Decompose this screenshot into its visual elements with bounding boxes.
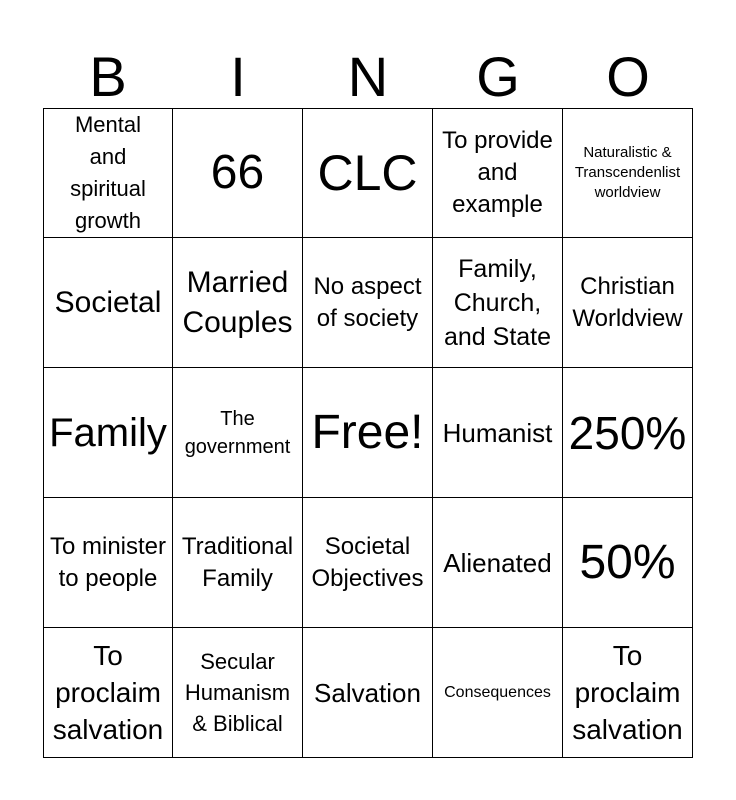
cell-text: No aspect of society (313, 272, 422, 332)
cell-text: To minister to people (49, 532, 167, 592)
cell-text: Traditional Family (181, 532, 294, 592)
header-letter-n: N (347, 45, 389, 108)
cell-text: 66 (210, 146, 265, 199)
header-letter-o: O (606, 45, 650, 108)
bingo-cell[interactable] (303, 368, 433, 498)
bingo-header (43, 42, 693, 108)
cell-text: To proclaim salvation (52, 640, 164, 745)
bingo-cell[interactable] (303, 628, 433, 758)
bingo-cell[interactable] (433, 108, 563, 238)
cell-text: The government (184, 407, 291, 458)
cell-text: Family (49, 410, 167, 455)
bingo-board (43, 108, 693, 758)
bingo-cell[interactable] (43, 238, 173, 368)
bingo-cell[interactable] (43, 498, 173, 628)
header-letter-b: B (89, 45, 127, 108)
cell-text: CLC (317, 145, 418, 201)
bingo-cell[interactable] (43, 628, 173, 758)
bingo-cell[interactable] (563, 108, 693, 238)
cell-text: Mental and spiritual growth (70, 112, 146, 233)
cell-text: Consequences (444, 683, 551, 701)
cell-text: Family, Church, and State (443, 254, 552, 351)
bingo-cell[interactable] (433, 238, 563, 368)
cell-text: Alienated (443, 547, 552, 578)
bingo-cell[interactable] (563, 628, 693, 758)
bingo-cell[interactable] (173, 628, 303, 758)
cell-text: Married Couples (182, 265, 293, 339)
header-letter-g: G (476, 45, 520, 108)
bingo-cell[interactable] (173, 238, 303, 368)
cell-text: Salvation (314, 677, 421, 708)
cell-text: To proclaim salvation (572, 640, 683, 745)
bingo-cell[interactable] (173, 108, 303, 238)
cell-text: Societal Objectives (311, 532, 424, 592)
cell-text: Naturalistic & Transcendenlist worldview (574, 144, 681, 201)
bingo-cell[interactable] (563, 368, 693, 498)
bingo-cell[interactable] (173, 498, 303, 628)
cell-text: Christian Worldview (572, 272, 683, 332)
bingo-cell[interactable] (433, 628, 563, 758)
cell-text: 50% (579, 535, 676, 589)
cell-text: Humanist (442, 417, 553, 448)
bingo-cell[interactable] (43, 368, 173, 498)
cell-text: Free! (311, 405, 424, 459)
bingo-cell[interactable] (173, 368, 303, 498)
bingo-cell[interactable] (433, 498, 563, 628)
bingo-cell[interactable] (43, 108, 173, 238)
bingo-cell[interactable] (303, 498, 433, 628)
bingo-cell[interactable] (563, 498, 693, 628)
cell-text: Secular Humanism & Biblical (184, 649, 291, 736)
cell-text: 250% (568, 406, 687, 459)
bingo-cell[interactable] (563, 238, 693, 368)
header-letter-i: I (230, 45, 246, 108)
cell-text: Societal (54, 285, 162, 319)
bingo-cell[interactable] (303, 108, 433, 238)
bingo-cell[interactable] (303, 238, 433, 368)
cell-text: To provide and example (442, 127, 553, 218)
bingo-cell[interactable] (433, 368, 563, 498)
